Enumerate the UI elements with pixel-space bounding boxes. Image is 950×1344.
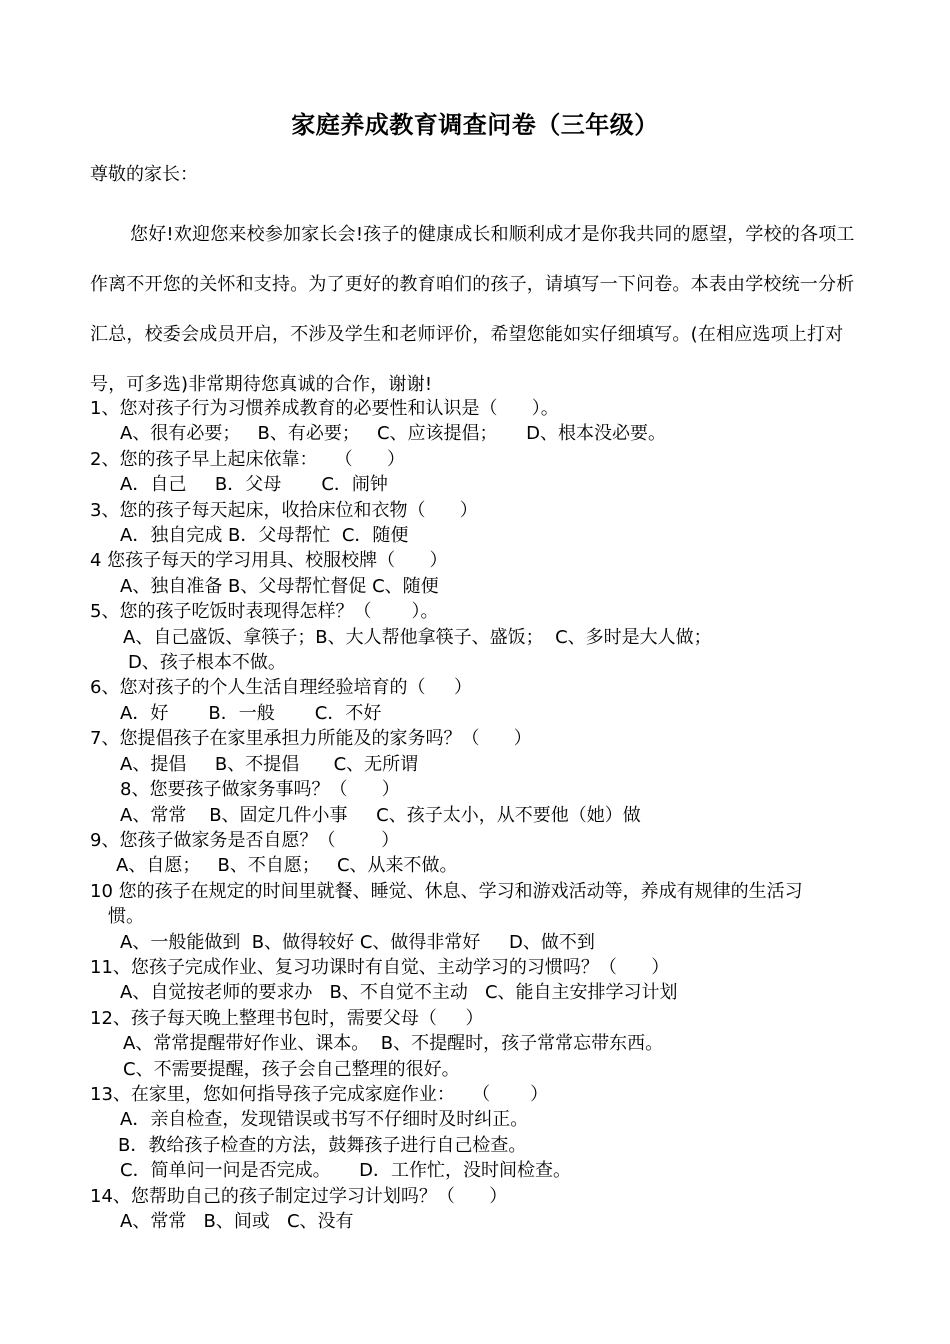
question-10-continued: 惯。 <box>108 906 144 928</box>
options-12b: C、不需要提醒，孩子会自己整理的很好。 <box>123 1058 460 1080</box>
options-5a: A、自己盛饭、拿筷子；B、大人帮他拿筷子、盛饭； C、多时是大人做； <box>123 626 712 648</box>
question-7: 7、您提倡孩子在家里承担力所能及的家务吗？（ ） <box>90 728 532 750</box>
options-12a: A、常常提醒带好作业、课本。 B、不提醒时，孩子常常忘带东西。 <box>123 1033 664 1055</box>
options-2: A．自己 B．父母 C．闹钟 <box>120 474 388 496</box>
options-7: A、提倡 B、不提倡 C、无所谓 <box>120 753 419 775</box>
options-9: A、自愿； B、不自愿； C、从来不做。 <box>116 855 458 877</box>
question-10: 10 您的孩子在规定的时间里就餐、睡觉、休息、学习和游戏活动等，养成有规律的生活习 <box>90 880 803 902</box>
question-5: 5、您的孩子吃饭时表现得怎样？（ ）。 <box>90 601 439 623</box>
question-6: 6、您对孩子的个人生活自理经验培育的（ ） <box>90 677 473 699</box>
document-title: 家庭养成教育调查问卷（三年级） <box>291 111 659 139</box>
question-14: 14、您帮助自己的孩子制定过学习计划吗？（ ） <box>90 1185 508 1207</box>
question-list <box>90 396 870 1234</box>
options-11: A、自觉按老师的要求办 B、不自觉不主动 C、能自主安排学习计划 <box>120 982 678 1004</box>
options-14: A、常常 B、间或 C、没有 <box>120 1211 354 1232</box>
options-4: A、独自准备 B、父母帮忙督促 C、随便 <box>120 575 439 597</box>
options-13a: A．亲自检查，发现错误或书写不仔细时及时纠正。 <box>120 1109 529 1131</box>
question-8: 8、您要孩子做家务事吗？（ ） <box>120 779 400 801</box>
options-13b: B．教给孩子检查的方法，鼓舞孩子进行自己检查。 <box>118 1134 527 1156</box>
question-12: 12、孩子每天晚上整理书包时，需要父母（ ） <box>90 1007 484 1029</box>
options-8: A、常常 B、固定几件小事 C、孩子太小，从不要他（她）做 <box>120 804 641 826</box>
question-11: 11、您孩子完成作业、复习功课时有自觉、主动学习的习惯吗？（ ） <box>90 956 670 978</box>
greeting: 尊敬的家长： <box>90 164 198 185</box>
options-3: A．独自完成 B．父母帮忙 C．随便 <box>120 525 409 547</box>
options-1: A、很有必要； B、有必要； C、应该提倡； D、根本没必要。 <box>120 423 667 445</box>
question-1: 1、您对孩子行为习惯养成教育的必要性和认识是（ ）。 <box>90 398 559 419</box>
question-4: 4 您孩子每天的学习用具、校服校牌（ ） <box>90 550 448 572</box>
question-13: 13、在家里，您如何指导孩子完成家庭作业： （ ） <box>90 1083 549 1105</box>
question-2: 2、您的孩子早上起床依靠： （ ） <box>90 448 405 470</box>
question-9: 9、您孩子做家务是否自愿？（ ） <box>90 829 400 851</box>
options-5b: D、孩子根本不做。 <box>128 652 286 674</box>
question-3: 3、您的孩子每天起床，收拾床位和衣物（ ） <box>90 499 478 521</box>
options-6: A．好 B．一般 C．不好 <box>120 702 382 724</box>
options-10: A、一般能做到 B、做得较好 C、做得非常好 D、做不到 <box>120 931 595 953</box>
intro-paragraph: 您好!欢迎您来校参加家长会!孩子的健康成长和顺利成才是你我共同的愿望，学校的各项工作离不开您的关怀和支持。为了更好的教育咱们的孩子，请填写一下问卷。本表由学校统一分析汇总，校委会成员开启，不涉及学生和老师评价，希望您能如实仔细填写。(在相应选项上打对号，可多选)非常期待您真诚的合作，谢谢! <box>90 224 855 395</box>
options-13c: C．简单问一问是否完成。 D．工作忙，没时间检查。 <box>120 1160 572 1182</box>
